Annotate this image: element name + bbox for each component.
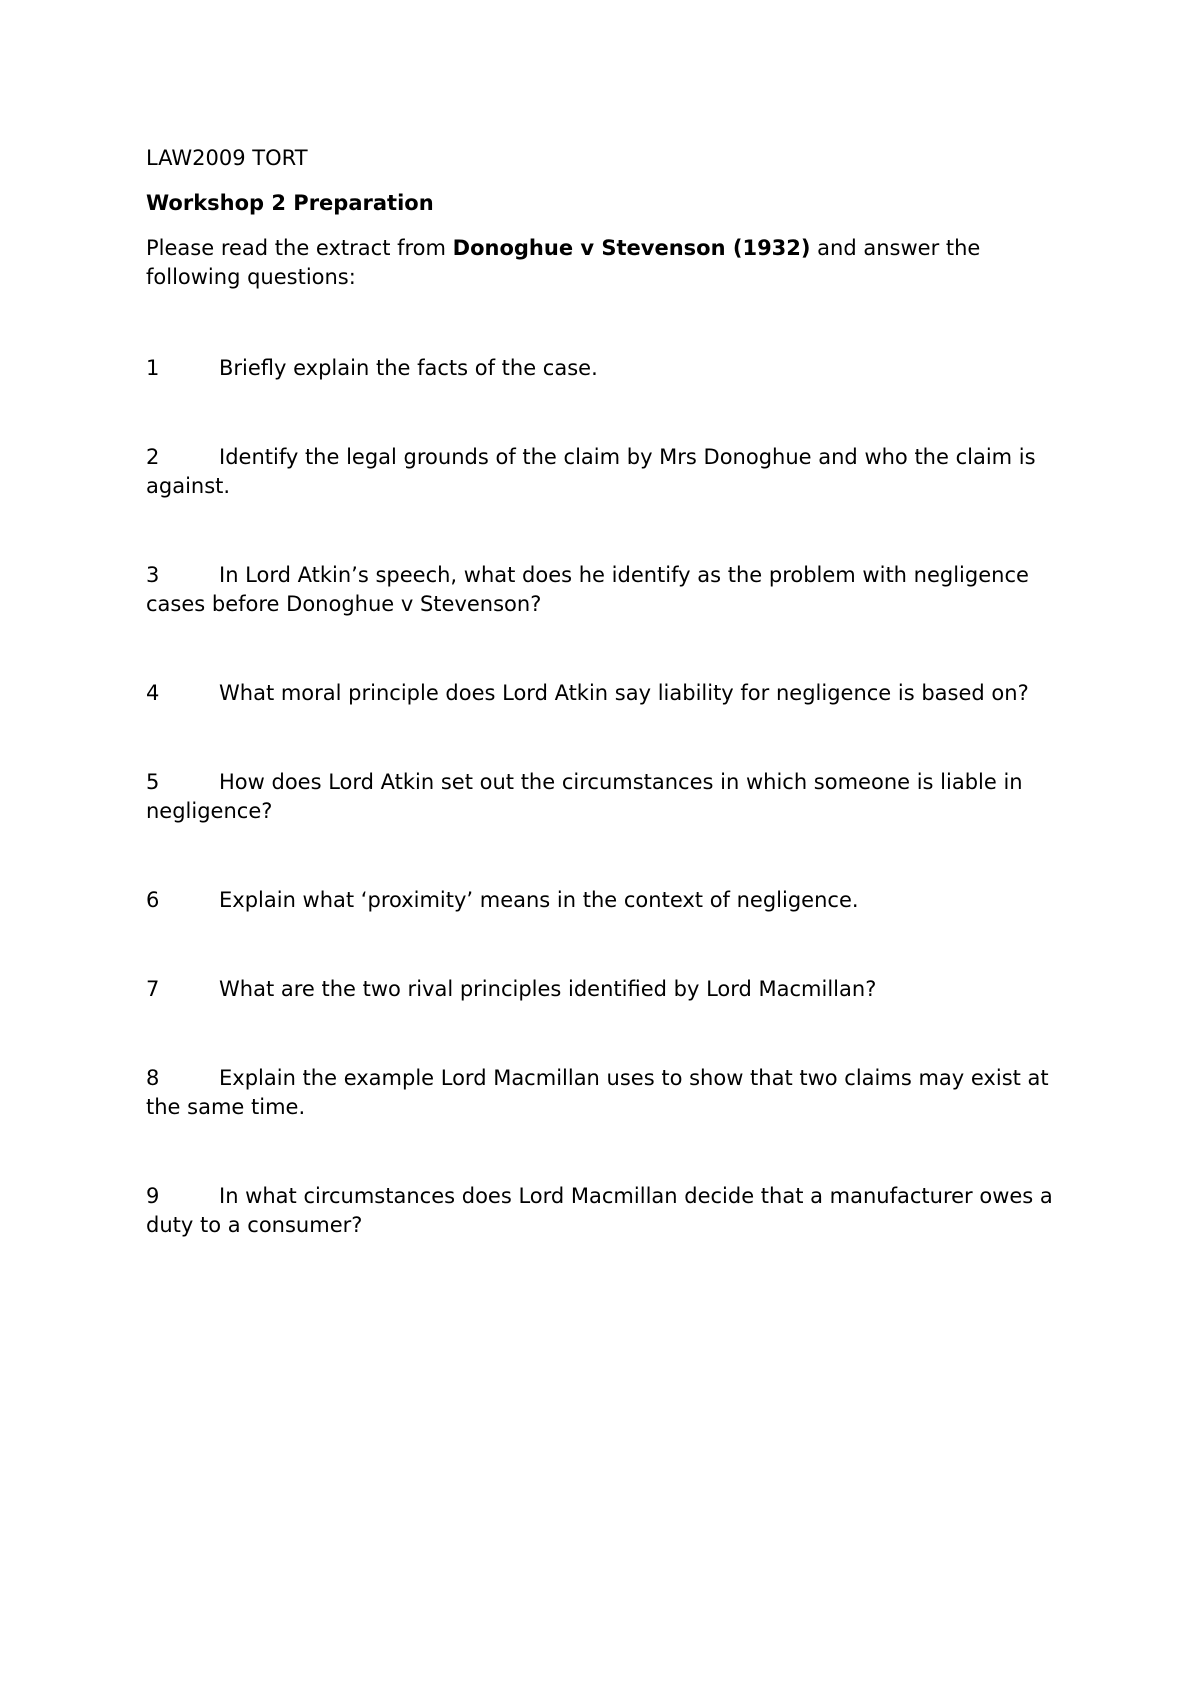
question-number: 2 <box>146 445 160 469</box>
question-text: In what circumstances does Lord Macmillan decide that a manufacturer owes a duty to a consumer? <box>146 1184 1053 1237</box>
question-number: 8 <box>146 1066 160 1090</box>
question-item-1 <box>146 354 1066 383</box>
question-text: How does Lord Atkin set out the circumstances in which someone is liable in negligence? <box>146 770 1023 823</box>
question-item-9 <box>146 1182 1066 1240</box>
question-text: What are the two rival principles identified by Lord Macmillan? <box>219 977 877 1001</box>
question-text: Explain what ‘proximity’ means in the context of negligence. <box>219 888 859 912</box>
question-item-3 <box>146 561 1066 619</box>
question-number: 7 <box>146 977 160 1001</box>
question-item-6 <box>146 886 1066 915</box>
question-number: 1 <box>146 356 160 380</box>
question-text: In Lord Atkin’s speech, what does he identify as the problem with negligence cases before Donoghue v Stevenson? <box>146 563 1029 616</box>
question-item-4 <box>146 679 1066 708</box>
question-item-5 <box>146 768 1066 826</box>
question-number: 4 <box>146 681 160 705</box>
question-text: Explain the example Lord Macmillan uses to show that two claims may exist at the same time. <box>146 1066 1049 1119</box>
case-name: Donoghue v Stevenson (1932) <box>452 236 811 260</box>
question-number: 3 <box>146 563 160 587</box>
question-list <box>146 354 1066 1240</box>
intro-text-after: and answer the following questions: <box>146 236 981 289</box>
question-text: Briefly explain the facts of the case. <box>219 356 598 380</box>
question-item-8 <box>146 1064 1066 1122</box>
question-number: 9 <box>146 1184 160 1208</box>
intro-paragraph <box>146 234 1066 292</box>
question-item-7 <box>146 975 1066 1004</box>
document-title: Workshop 2 Preparation <box>146 191 434 215</box>
intro-text-before: Please read the extract from <box>146 236 453 260</box>
question-text: Identify the legal grounds of the claim by Mrs Donoghue and who the claim is against. <box>146 445 1036 498</box>
course-code: LAW2009 TORT <box>146 146 308 170</box>
question-number: 6 <box>146 888 160 912</box>
document-body <box>146 144 1066 1300</box>
question-text: What moral principle does Lord Atkin say liability for negligence is based on? <box>219 681 1029 705</box>
question-number: 5 <box>146 770 160 794</box>
question-item-2 <box>146 443 1066 501</box>
